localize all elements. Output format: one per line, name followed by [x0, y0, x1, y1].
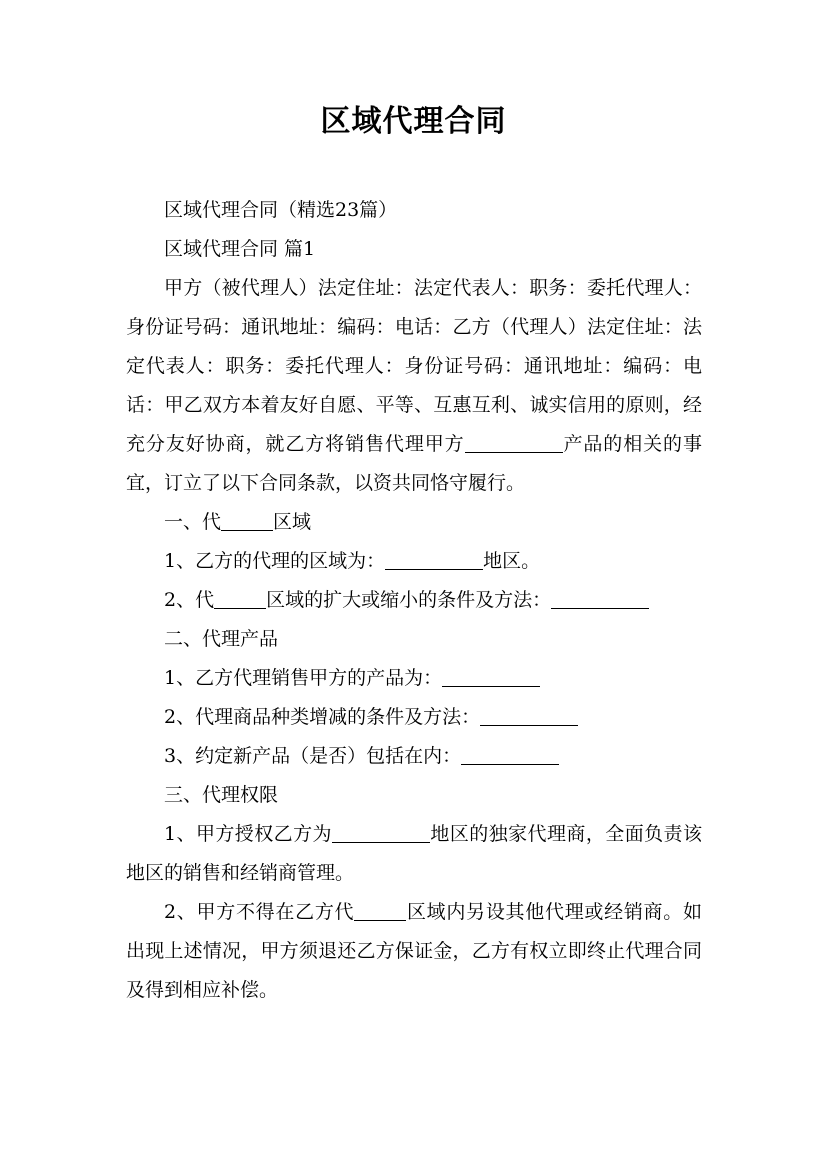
paragraph-text: 三、代理权限	[164, 784, 279, 806]
paragraph-text: 二、代理产品	[164, 628, 279, 650]
paragraph-text: 1、甲方授权乙方为	[164, 823, 332, 845]
paragraph-heading-products	[126, 620, 702, 659]
paragraph-text: 地区的独家代理商，全面负责该地区的销售和经销商管理。	[126, 823, 702, 884]
paragraph-text: 2、代理商品种类增减的条件及方法：	[164, 706, 481, 728]
paragraph-heading-authority	[126, 776, 702, 815]
fill-in-blank	[551, 589, 649, 609]
paragraph-text: 甲方（被代理人）法定住址：法定代表人：职务：委托代理人：身份证号码：通讯地址：编码：电话：乙方（代理人）法定住址：法定代表人：职务：委托代理人：身份证号码：通讯地址：编码：电话：甲乙双方本着友好自愿、平等、互惠互利、诚实信用的原则，经充分友好协商，就乙方将销售代理甲方	[126, 277, 702, 455]
paragraph-text: 2、代	[164, 589, 215, 611]
fill-in-blank	[480, 706, 578, 726]
paragraph-text: 地区。	[483, 550, 541, 572]
paragraph-text: 1、乙方的代理的区域为：	[164, 550, 386, 572]
fill-in-blank	[385, 550, 483, 570]
fill-in-blank	[214, 589, 266, 609]
paragraph-clause	[126, 581, 702, 620]
paragraph-clause	[126, 893, 702, 1010]
paragraph-text: 产品的相关的事宜，订立了以下合同条款，以资共同恪守履行。	[126, 433, 702, 494]
paragraph-clause	[126, 698, 702, 737]
paragraph-text: 1、乙方代理销售甲方的产品为：	[164, 667, 443, 689]
fill-in-blank	[354, 901, 406, 921]
paragraph-text: 区域代理合同（精选23篇）	[164, 199, 398, 221]
paragraph-text: 3、约定新产品（是否）包括在内：	[164, 745, 462, 767]
paragraph-clause	[126, 542, 702, 581]
paragraph-clause	[126, 737, 702, 776]
document-body	[126, 191, 702, 1010]
paragraph-text: 区域内另设其他代理或经销商。如出现上述情况，甲方须退还乙方保证金，乙方有权立即终止代理合同及得到相应补偿。	[126, 901, 702, 1001]
fill-in-blank	[442, 667, 540, 687]
paragraph-text: 区域的扩大或缩小的条件及方法：	[266, 589, 552, 611]
paragraph-clause	[126, 659, 702, 698]
paragraph-section-heading	[126, 230, 702, 269]
paragraph-text: 一、代	[164, 511, 222, 533]
fill-in-blank	[465, 433, 563, 453]
fill-in-blank	[461, 745, 559, 765]
paragraph-text: 区域	[273, 511, 312, 533]
paragraph-text: 区域代理合同 篇1	[164, 238, 316, 260]
paragraph-subtitle	[126, 191, 702, 230]
document-title: 区域代理合同	[320, 104, 507, 139]
paragraph-parties	[126, 269, 702, 503]
paragraph-text: 2、甲方不得在乙方代	[164, 901, 355, 923]
paragraph-clause	[126, 815, 702, 893]
fill-in-blank	[332, 823, 430, 843]
fill-in-blank	[221, 511, 273, 531]
paragraph-heading-region	[126, 503, 702, 542]
